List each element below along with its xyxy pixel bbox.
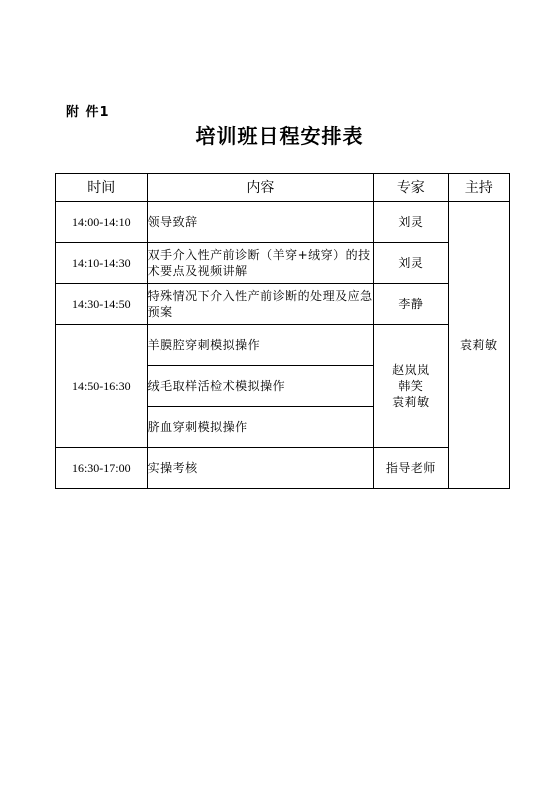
content-cell: 实操考核: [147, 448, 373, 489]
time-cell: 16:30-17:00: [56, 448, 148, 489]
table-row: [56, 243, 510, 284]
expert-cell: 刘灵: [374, 243, 448, 284]
expert-name: 韩笑: [398, 379, 424, 393]
table-row: [56, 325, 510, 366]
time-cell: 14:10-14:30: [56, 243, 148, 284]
content-cell: 特殊情况下介入性产前诊断的处理及应急预案: [147, 284, 373, 325]
expert-name: 赵岚岚: [392, 363, 430, 377]
expert-name: 袁莉敏: [392, 395, 430, 409]
expert-cell: 李静: [374, 284, 448, 325]
host-cell: 袁莉敏: [448, 202, 509, 489]
content-cell: 双手介入性产前诊断（羊穿+绒穿）的技术要点及视频讲解: [147, 243, 373, 284]
expert-cell: [374, 325, 448, 448]
attachment-label: 附 件1: [66, 105, 110, 120]
table-row: [56, 284, 510, 325]
content-cell: 绒毛取样活检术模拟操作: [147, 366, 373, 407]
document-title: 培训班日程安排表: [195, 124, 364, 148]
header-host: 主持: [448, 174, 509, 202]
schedule-table: [55, 173, 510, 489]
table-row: [56, 448, 510, 489]
table-row: [56, 202, 510, 243]
content-cell: 羊膜腔穿刺模拟操作: [147, 325, 373, 366]
header-content: 内容: [147, 174, 373, 202]
time-cell: 14:00-14:10: [56, 202, 148, 243]
header-expert: 专家: [374, 174, 448, 202]
content-cell: 脐血穿刺模拟操作: [147, 407, 373, 448]
time-cell: 14:30-14:50: [56, 284, 148, 325]
table-header-row: [56, 174, 510, 202]
expert-cell: 刘灵: [374, 202, 448, 243]
time-cell: 14:50-16:30: [56, 325, 148, 448]
content-cell: 领导致辞: [147, 202, 373, 243]
header-time: 时间: [56, 174, 148, 202]
expert-cell: 指导老师: [374, 448, 448, 489]
